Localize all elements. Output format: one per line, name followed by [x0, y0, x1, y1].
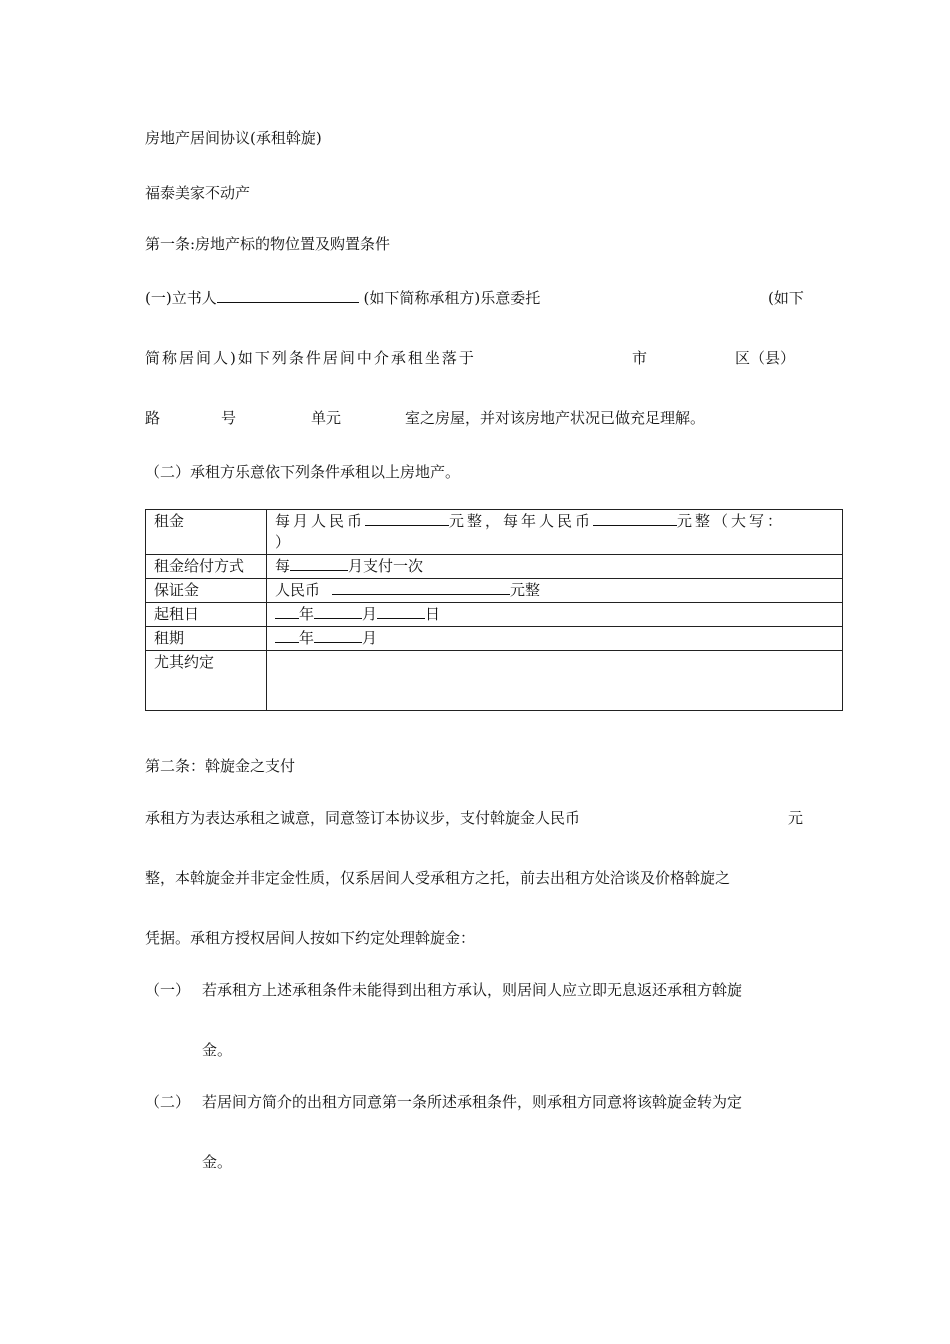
article2-line1: 承租方为表达承租之诚意，同意签订本协议步，支付斡旋金人民币 [145, 809, 581, 827]
payment-row [146, 555, 843, 579]
payment-months-blank[interactable] [290, 556, 348, 571]
term-month-blank[interactable] [314, 628, 362, 643]
item1-text: 若承租方上述承租条件未能得到出租方承认，则居间人应立即无息返还承租方斡旋 [202, 981, 743, 999]
article1-heading: 第一条:房地产标的物位置及购置条件 [145, 235, 391, 253]
article2-line1-yuan: 元 [788, 809, 804, 827]
term-row [146, 627, 843, 651]
deposit-prefix: 人民币 [275, 581, 321, 599]
article1-line1-c: (如下 [768, 289, 804, 307]
item1-end: 金。 [202, 1041, 233, 1059]
item2-text: 若居间方简介的出租方同意第一条所述承租条件，则承租方同意将该斡旋金转为定 [202, 1093, 743, 1111]
room-label: 室之房屋，并对该房地产状况已做充足理解。 [405, 409, 706, 427]
payment-label: 租金给付方式 [146, 555, 267, 579]
term-month-label: 月 [362, 629, 378, 647]
article1-line1 [145, 288, 540, 308]
number-label: 号 [221, 409, 237, 427]
special-row [146, 651, 843, 711]
item2-number: （二） [145, 1093, 191, 1111]
start-date-value [267, 603, 843, 627]
rent-value [267, 510, 843, 555]
payment-value [267, 555, 843, 579]
article1-line1-b: (如下简称承租方)乐意委托 [358, 289, 541, 307]
start-date-row [146, 603, 843, 627]
yearly-rent-blank[interactable] [593, 511, 677, 526]
item1-number: （一） [145, 981, 191, 999]
unit-label: 单元 [311, 409, 342, 427]
rent-monthly-label: 每月人民币 [275, 512, 366, 530]
special-label: 尤其约定 [146, 651, 267, 711]
article1-line1-a: (一)立书人 [145, 289, 217, 307]
article2-line3: 凭据。承租方授权居间人按如下约定处理斡旋金： [145, 929, 476, 947]
term-year-label: 年 [299, 629, 315, 647]
article1-line2: 简称居间人)如下列条件居间中介承租坐落于 [145, 349, 476, 367]
rent-row [146, 510, 843, 555]
article1-item2: （二）承租方乐意依下列条件承租以上房地产。 [145, 463, 461, 481]
term-value [267, 627, 843, 651]
rent-uppercase-label: 元整（大写： [677, 512, 786, 530]
term-year-blank[interactable] [275, 628, 299, 643]
start-year-blank[interactable] [275, 604, 299, 619]
document-title: 房地产居间协议(承租斡旋) [145, 129, 322, 147]
article2-heading: 第二条：斡旋金之支付 [145, 757, 296, 775]
lease-terms-table [145, 509, 843, 711]
start-day-label: 日 [425, 605, 441, 623]
deposit-amount-blank[interactable] [332, 580, 510, 595]
rent-label: 租金 [146, 510, 267, 555]
deposit-label: 保证金 [146, 579, 267, 603]
district-label: 区（县） [735, 349, 796, 367]
special-value[interactable] [267, 651, 843, 711]
item2-end: 金。 [202, 1153, 233, 1171]
payment-prefix: 每 [275, 557, 291, 575]
road-label: 路 [145, 409, 161, 427]
monthly-rent-blank[interactable] [365, 511, 449, 526]
start-month-blank[interactable] [314, 604, 362, 619]
term-label: 租期 [146, 627, 267, 651]
payment-suffix: 月支付一次 [348, 557, 424, 575]
deposit-row [146, 579, 843, 603]
start-month-label: 月 [362, 605, 378, 623]
article2-line2: 整，本斡旋金并非定金性质，仅系居间人受承租方之托，前去出租方处洽谈及价格斡旋之 [145, 869, 731, 887]
start-year-label: 年 [299, 605, 315, 623]
deposit-value [267, 579, 843, 603]
start-date-label: 起租日 [146, 603, 267, 627]
deposit-suffix: 元整 [510, 581, 541, 599]
rent-close-paren: ） [275, 533, 291, 551]
rent-yearly-label: 元整，每年人民币 [449, 512, 594, 530]
start-day-blank[interactable] [377, 604, 425, 619]
city-label: 市 [632, 349, 648, 367]
company-name: 福泰美家不动产 [145, 184, 251, 202]
tenant-name-blank[interactable] [217, 288, 359, 303]
